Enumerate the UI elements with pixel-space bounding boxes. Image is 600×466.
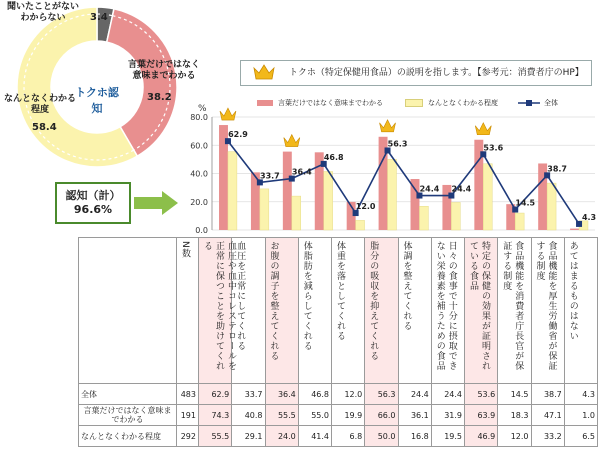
table-header-cat: 体重を落としてくれる [332,238,365,384]
line-total [228,141,579,224]
table-header-n: N数 [177,238,199,384]
table-cell: 53.6 [465,384,498,405]
table-cell: 41.4 [298,426,331,447]
table-cell: 19.9 [332,405,365,426]
table-cell: 36.4 [265,384,298,405]
table-header-cat: 体脂肪を減らしてくれる [298,238,331,384]
table-row-meaning [79,405,598,426]
table-cell: 55.5 [265,405,298,426]
bar-vague [483,164,492,230]
recognition-total-value: 96.6% [73,203,113,216]
table-cell: 46.8 [298,384,331,405]
table-header-cat: 特定の保健の効果が証明されている食品 [465,238,498,384]
crown-icon [220,108,236,120]
donut-label-vague: なんとなくわかる 程度 [3,94,76,115]
table-cell: 29.1 [232,426,265,447]
legend-item-vague: なんとなくわかる程度 [405,98,498,108]
bar-vague [324,172,333,230]
tokuho-note-text: トクホ（特定保健用食品）の説明を指します。【参考元：消費者庁のHP】 [289,68,584,78]
table-cell: 74.3 [199,405,232,426]
bar-vague [515,213,524,230]
data-label: 4.3 [581,212,597,222]
data-label: 53.6 [483,143,504,153]
crown-icon [253,64,275,80]
bar-vague [292,196,301,230]
tokuho-note [240,60,592,86]
bar-vague [547,183,556,230]
table-header-cat: 体調を整えてくれる [398,238,431,384]
table-cell: 16.8 [398,426,431,447]
table-cell: 55.0 [298,405,331,426]
data-label: 33.7 [260,171,280,181]
bar-vague [388,159,397,230]
table-cell: 50.0 [365,426,398,447]
table-cell: 24.4 [431,384,464,405]
row-n: 292 [177,426,199,447]
table-cell: 47.1 [531,405,564,426]
bar-vague [419,206,428,230]
data-label: 56.3 [387,139,408,149]
table-cell: 4.3 [564,384,597,405]
table-cell: 12.0 [332,384,365,405]
table-header-row [79,238,598,384]
table-header-cat: あてはまるものはない [564,238,597,384]
table-cell: 12.0 [498,426,531,447]
table-cell: 31.9 [431,405,464,426]
table-header-cat: 血圧を正常にしてくれる [232,238,265,384]
data-label: 36.4 [291,167,312,177]
donut-value-meaning: 38.2 [147,92,172,103]
table-cell: 38.7 [531,384,564,405]
table-cell: 62.9 [199,384,232,405]
y-tick-label: 20.0 [190,197,208,207]
row-label: なんとなくわかる程度 [79,426,177,447]
data-label: 62.9 [228,130,248,140]
crown-icon [380,120,396,132]
donut-label-never: 聞いたことがない わからない [6,2,79,23]
bar-meaning [283,152,292,230]
table-cell: 14.5 [498,384,531,405]
table-cell: 63.9 [465,405,498,426]
crown-icon [475,123,491,135]
table-cell: 24.0 [265,426,298,447]
donut-value-never: 3.4 [90,12,108,23]
bar-meaning [442,185,451,230]
row-n: 191 [177,405,199,426]
table-cell: 46.9 [465,426,498,447]
table-corner-cell [79,238,177,384]
data-label: 24.4 [419,184,440,194]
bar-meaning [570,229,579,230]
table-cell: 56.3 [365,384,398,405]
table-cell: 40.8 [232,405,265,426]
data-label: 14.5 [515,198,536,208]
row-label: 全体 [79,384,177,405]
table-cell: 24.4 [398,384,431,405]
recognition-total-box [55,182,131,224]
data-label: 46.8 [323,152,344,162]
data-label: 24.4 [451,184,472,194]
donut-value-vague: 58.4 [32,122,57,133]
y-tick-label: 80.0 [190,113,208,122]
table-cell: 19.5 [431,426,464,447]
table-header-cat: 血圧や血中コレステロールを正常に保つことを助けてくれる [199,238,232,384]
table-header-cat: 日々の食事で十分に摂取できない栄養素を補うための食品 [431,238,464,384]
table-header-cat: 食品機能を消費者庁長官が保証する制度 [498,238,531,384]
bar-vague [228,152,237,230]
data-table [78,237,598,447]
table-row-total [79,384,598,405]
table-cell: 6.5 [564,426,597,447]
bar-vague [356,220,365,230]
y-tick-label: 60.0 [190,141,208,151]
legend-item-meaning: 言葉だけではなく意味までわかる [257,98,383,108]
y-tick-label: 0.0 [195,226,208,235]
bar-vague [451,202,460,230]
table-row-vague [79,426,598,447]
legend-item-total: 全体 [518,98,558,108]
table-cell: 33.2 [531,426,564,447]
table-cell: 36.1 [398,405,431,426]
table-header-cat: お腹の調子を整えてくれる [265,238,298,384]
table-cell: 55.5 [199,426,232,447]
row-label: 言葉だけではなく意味までわかる [79,405,177,426]
table-cell: 6.8 [332,426,365,447]
bar-vague [260,189,269,230]
table-cell: 18.3 [498,405,531,426]
y-tick-label: 40.0 [190,169,208,179]
table-header-cat: 脂分の吸収を抑えてくれる [365,238,398,384]
donut-center-label: トクホ認知 [75,86,119,115]
table-cell: 66.0 [365,405,398,426]
table-cell: 33.7 [232,384,265,405]
row-n: 483 [177,384,199,405]
data-label: 12.0 [355,202,376,212]
table-header-cat: 食品機能を厚生労働省が保証する制度 [531,238,564,384]
table-cell: 1.0 [564,405,597,426]
arrow-right-icon [134,191,178,215]
y-axis-unit-label: % [198,104,207,114]
data-label: 38.7 [547,164,567,174]
recognition-total-label: 認知（計） [65,189,121,202]
crown-icon [284,135,300,147]
bar-meaning [411,179,420,230]
donut-label-meaning: 言葉だけではなく 意味までわかる [127,60,200,81]
tokuho-bar-line-chart [180,95,600,240]
